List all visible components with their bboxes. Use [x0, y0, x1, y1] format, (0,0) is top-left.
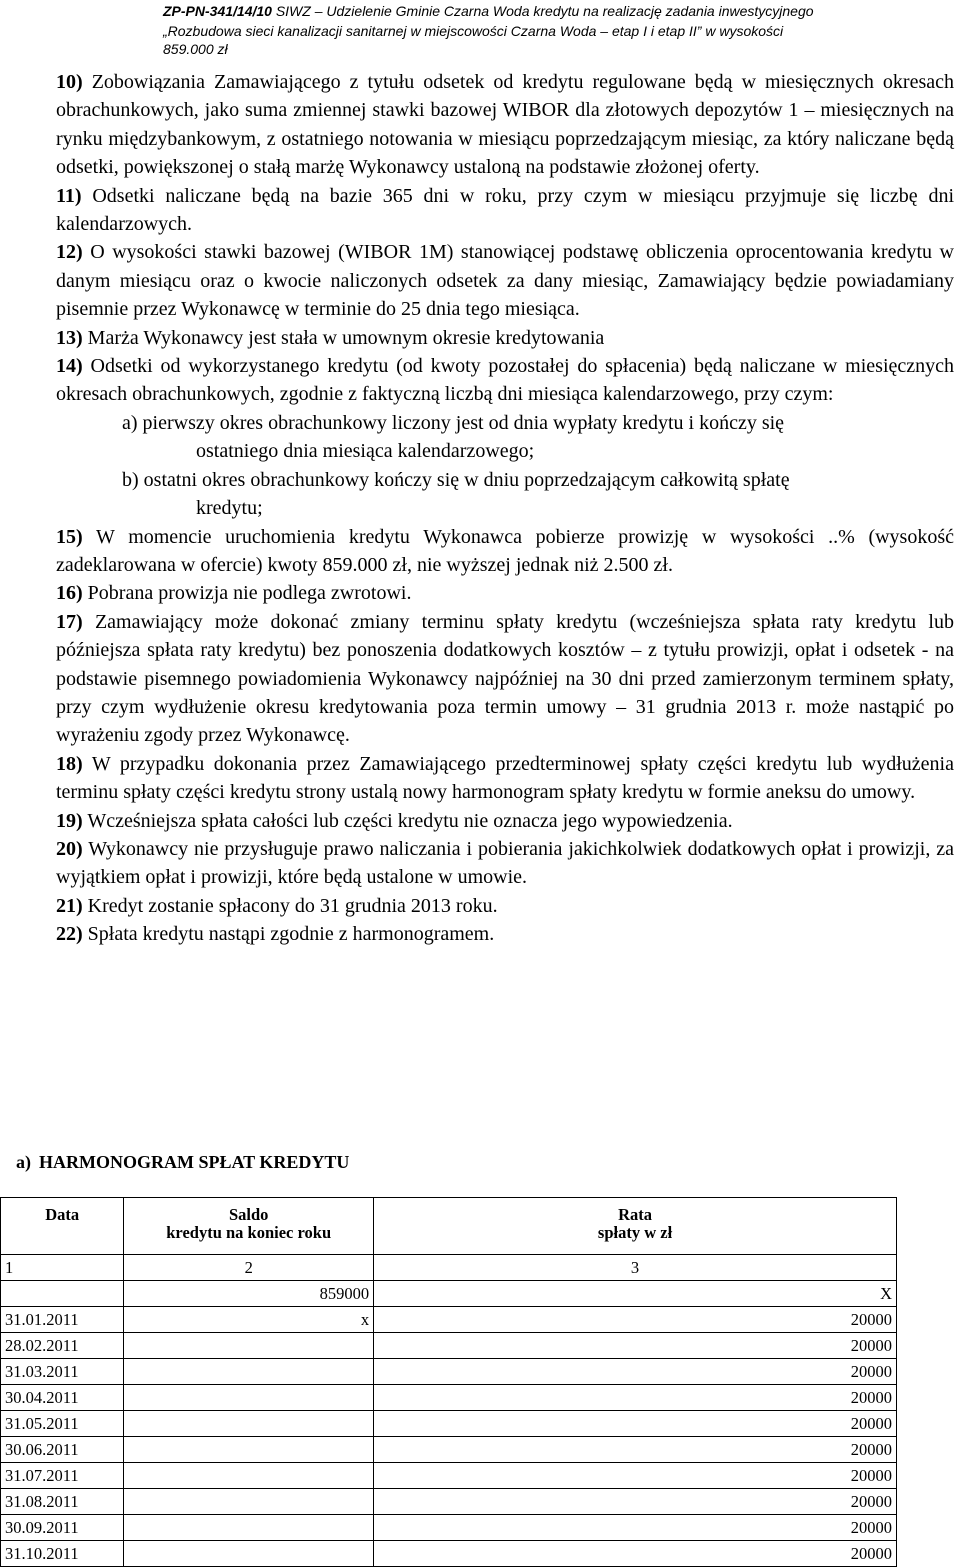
document-body: [56, 68, 954, 949]
clause-number: 22): [56, 923, 83, 946]
row-balance: x: [124, 1307, 374, 1333]
clause-number: 21): [56, 894, 83, 917]
clause-text: Odsetki od wykorzystanego kredytu (od kwoty pozostałej do spłacenia) będą naliczane w miesięcznych okresach obrachunkowych, zgodnie z faktyczną liczbą dni miesiąca kalendarzowego, przy czym:: [56, 355, 955, 406]
table-cell: [1, 1281, 124, 1307]
clause-text: Zamawiający może dokonać zmiany terminu spłaty kredytu (wcześniejsza spłata raty kredytu lub późniejsza spłata raty kredytu) bez ponoszenia dodatkowych kosztów – z tytułu prowizji, opłat i odsetek - na podstawie pisemnego powiadomienia Wykonawcy najpóźniej na 30 dni przed zamierzonym terminem spłaty, przy czym wydłużenie okresu kredytowania poza termin umowy – 31 grudnia 2013 r. może nastąpić po wyrażeniu zgody przez Wykonawcę.: [56, 610, 954, 747]
row-balance: [124, 1541, 374, 1567]
row-installment: 20000: [374, 1359, 897, 1385]
row-balance: [124, 1359, 374, 1385]
sub-item-text: ostatni okres obrachunkowy kończy się w dniu poprzedzającym całkowitą spłatę: [143, 468, 790, 491]
clause-10: [56, 68, 954, 182]
row-installment: 20000: [374, 1437, 897, 1463]
column-header-balance: Saldo kredytu na koniec roku: [124, 1198, 374, 1255]
row-date: 30.06.2011: [1, 1437, 124, 1463]
clause-text: Wcześniejsza spłata całości lub części kredytu nie oznacza jego wypowiedzenia.: [87, 809, 733, 832]
row-balance: [124, 1411, 374, 1437]
clause-15: [56, 523, 954, 580]
row-installment: 20000: [374, 1411, 897, 1437]
row-installment: 20000: [374, 1333, 897, 1359]
column-number-row: [1, 1255, 897, 1281]
table-row: [1, 1489, 897, 1515]
table-header-row: [1, 1198, 897, 1255]
row-balance: [124, 1385, 374, 1411]
section-label: a): [16, 1152, 31, 1172]
row-date: 31.08.2011: [1, 1489, 124, 1515]
clause-number: 16): [56, 582, 83, 605]
row-date: 30.04.2011: [1, 1385, 124, 1411]
table-row: [1, 1359, 897, 1385]
table-row: [1, 1385, 897, 1411]
table-row: [1, 1515, 897, 1541]
initial-balance-row: [1, 1281, 897, 1307]
clause-text: Pobrana prowizja nie podlega zwrotowi.: [87, 582, 412, 605]
clause-number: 20): [56, 837, 83, 860]
column-number: 2: [124, 1255, 374, 1281]
clause-number: 11): [56, 184, 82, 207]
clause-number: 17): [56, 610, 83, 633]
clause-text: Spłata kredytu nastąpi zgodnie z harmonogramem.: [87, 923, 495, 946]
page-header: [163, 1, 953, 57]
clause-number: 18): [56, 752, 83, 775]
row-balance: [124, 1437, 374, 1463]
clause-text: W momencie uruchomienia kredytu Wykonawca pobierze prowizję w wysokości ..% (wysokość zadeklarowana w ofercie) kwoty 859.000 zł, nie wyższej jednak niż 2.500 zł.: [56, 525, 955, 576]
sub-item-label: a): [122, 411, 138, 434]
clause-21: [56, 892, 954, 920]
clause-text: W przypadku dokonania przez Zamawiającego przedterminowej spłaty części kredytu lub wydłużenia terminu spłaty części kredytu strony ustalą nowy harmonogram spłaty kredytu w formie aneksu do umowy.: [56, 752, 954, 804]
row-installment: 20000: [374, 1515, 897, 1541]
header-amount: 859.000 zł: [163, 41, 228, 57]
header-title-line2: „Rozbudowa sieci kanalizacji sanitarnej w miejscowości Czarna Woda – etap I i etap II” w wysokości: [163, 23, 784, 39]
column-header-date: Data: [1, 1198, 124, 1255]
clause-19: [56, 807, 954, 835]
initial-balance: 859000: [124, 1281, 374, 1307]
document-reference: ZP-PN-341/14/10: [163, 3, 272, 19]
column-number: 1: [1, 1255, 124, 1281]
column-header-installment: Rata spłaty w zł: [374, 1198, 897, 1255]
clause-20: [56, 835, 954, 892]
row-installment: 20000: [374, 1541, 897, 1567]
sub-item-text: pierwszy okres obrachunkowy liczony jest od dnia wypłaty kredytu i kończy się: [142, 411, 785, 434]
clause-12: [56, 238, 954, 323]
clause-number: 15): [56, 525, 83, 548]
row-installment: 20000: [374, 1307, 897, 1333]
row-installment: 20000: [374, 1385, 897, 1411]
row-date: 31.05.2011: [1, 1411, 124, 1437]
clause-text: Marża Wykonawcy jest stała w umownym okresie kredytowania: [87, 326, 605, 349]
table-row: [1, 1463, 897, 1489]
sub-item-label: b): [122, 468, 139, 491]
clause-14: [56, 352, 954, 409]
schedule-section-title: [16, 1152, 349, 1173]
row-balance: [124, 1333, 374, 1359]
clause-11: [56, 182, 954, 239]
table-row: [1, 1411, 897, 1437]
sub-item-a: [122, 409, 954, 466]
sub-item-text-continued: kredytu;: [196, 497, 263, 520]
column-number: 3: [374, 1255, 897, 1281]
row-balance: [124, 1489, 374, 1515]
table-row: [1, 1437, 897, 1463]
row-date: 31.01.2011: [1, 1307, 124, 1333]
clause-16: [56, 579, 954, 607]
row-installment: 20000: [374, 1489, 897, 1515]
row-date: 31.10.2011: [1, 1541, 124, 1567]
clause-text: Odsetki naliczane będą na bazie 365 dni w roku, przy czym w miesiącu przyjmuje się liczbę dni kalendarzowych.: [56, 184, 954, 236]
clause-text: Wykonawcy nie przysługuje prawo naliczania i pobierania jakichkolwiek dodatkowych opłat i prowizji, za wyjątkiem opłat i prowizji, które będą ustalone w umowie.: [56, 837, 955, 889]
initial-installment: X: [374, 1281, 897, 1307]
clause-18: [56, 750, 954, 807]
clause-17: [56, 608, 954, 750]
table-row: [1, 1333, 897, 1359]
clause-number: 12): [56, 241, 83, 264]
repayment-schedule-table: [0, 1197, 897, 1567]
row-balance: [124, 1463, 374, 1489]
clause-number: 13): [56, 326, 83, 349]
table-row: [1, 1307, 897, 1333]
sub-item-b: [122, 466, 954, 523]
row-installment: 20000: [374, 1463, 897, 1489]
clause-text: Zobowiązania Zamawiającego z tytułu odsetek od kredytu regulowane będą w miesięcznych okresach obrachunkowych, jako suma zmiennej stawki bazowej WIBOR dla złotowych depozytów 1 – miesięcznych na rynku międzybankowym, z ostatniego notowania w miesiącu poprzedzającym miesiąc, za który naliczane będą odsetki, powiększonej o stałą marżę Wykonawcy ustaloną na podstawie złożonej oferty.: [56, 71, 954, 179]
clause-22: [56, 920, 954, 948]
sub-item-text-continued: ostatniego dnia miesiąca kalendarzowego;: [196, 440, 535, 463]
clause-text: O wysokości stawki bazowej (WIBOR 1M) stanowiącej podstawę obliczenia oprocentowania kredytu w danym miesiącu oraz o kwocie naliczonych odsetek za dany miesiąc, Zamawiający będzie powiadamiany pisemnie przez Wykonawcę w terminie do 25 dnia tego miesiąca.: [56, 241, 954, 321]
row-date: 31.07.2011: [1, 1463, 124, 1489]
row-date: 30.09.2011: [1, 1515, 124, 1541]
clause-text: Kredyt zostanie spłacony do 31 grudnia 2013 roku.: [87, 894, 498, 917]
row-date: 28.02.2011: [1, 1333, 124, 1359]
header-title-line1: SIWZ – Udzielenie Gminie Czarna Woda kredytu na realizację zadania inwestycyjnego: [275, 3, 814, 19]
clause-13: [56, 324, 954, 352]
row-date: 31.03.2011: [1, 1359, 124, 1385]
clause-number: 19): [56, 809, 83, 832]
clause-number: 14): [56, 355, 83, 378]
table-row: [1, 1541, 897, 1567]
section-title: HARMONOGRAM SPŁAT KREDYTU: [39, 1152, 350, 1172]
clause-number: 10): [56, 71, 83, 93]
row-balance: [124, 1515, 374, 1541]
